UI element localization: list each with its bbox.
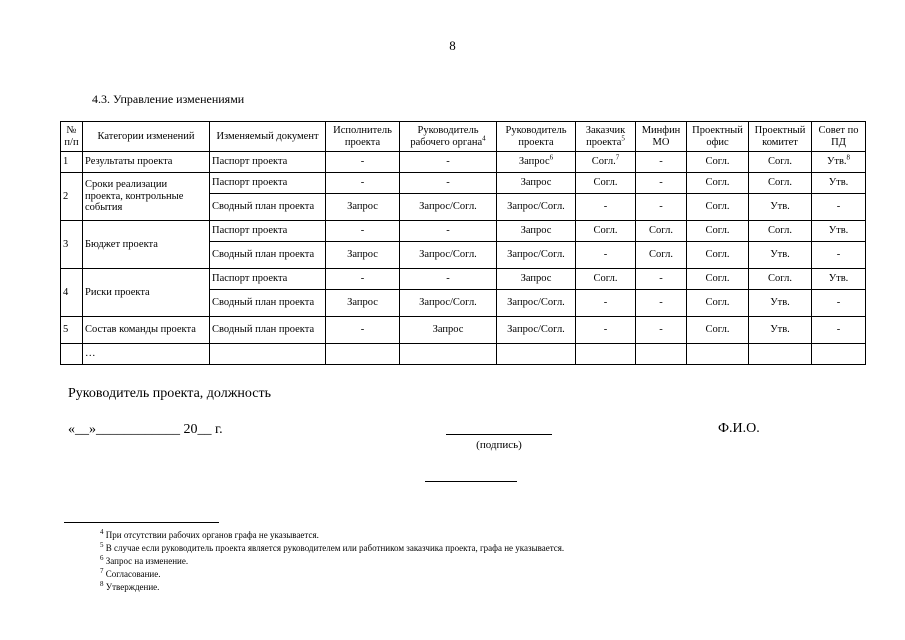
header-wg-head <box>400 122 497 152</box>
cell-council-value: Утв. <box>826 156 847 168</box>
cell-wg-head: Запрос/Согл. <box>400 242 497 269</box>
cell-minfin: - <box>636 152 687 173</box>
cell-council: Утв. <box>812 269 866 290</box>
cell-office <box>687 344 749 365</box>
page-number: 8 <box>449 38 456 53</box>
cell-committee: Согл. <box>749 152 812 173</box>
cell-minfin: - <box>636 194 687 221</box>
row-num: 4 <box>61 269 83 317</box>
signature-date: «__»____________ 20__ г. <box>68 422 223 437</box>
row-category: … <box>83 344 210 365</box>
row-document: Паспорт проекта <box>210 221 326 242</box>
cell-minfin: - <box>636 269 687 290</box>
cell-executor: - <box>326 269 400 290</box>
cell-minfin: Согл. <box>636 221 687 242</box>
signer-name: Ф.И.О. <box>718 421 760 436</box>
row-category: Бюджет проекта <box>83 221 210 269</box>
cell-wg-head: - <box>400 221 497 242</box>
cell-council: - <box>812 317 866 344</box>
cell-customer: Согл. <box>576 173 636 194</box>
footnote-ref: 7 <box>615 153 620 162</box>
cell-pm: Запрос/Согл. <box>497 194 576 221</box>
cell-council <box>812 344 866 365</box>
cell-office: Согл. <box>687 242 749 269</box>
cell-customer: - <box>576 194 636 221</box>
row-document <box>210 344 326 365</box>
cell-executor: Запрос <box>326 290 400 317</box>
footnote-number: 5 <box>100 541 104 549</box>
header-council: Совет по ПД <box>812 122 866 152</box>
cell-executor: Запрос <box>326 242 400 269</box>
cell-council: Утв. <box>812 221 866 242</box>
cell-wg-head: Запрос/Согл. <box>400 290 497 317</box>
cell-customer: - <box>576 242 636 269</box>
cell-customer: - <box>576 290 636 317</box>
cell-wg-head: Запрос <box>400 317 497 344</box>
cell-customer: Согл. <box>576 269 636 290</box>
header-executor: Исполнитель проекта <box>326 122 400 152</box>
footnote-ref: 8 <box>846 153 851 162</box>
row-category: Сроки реализации проекта, контрольные события <box>83 173 210 221</box>
row-category: Риски проекта <box>83 269 210 317</box>
changes-table <box>60 121 866 365</box>
cell-minfin <box>636 344 687 365</box>
row-document: Сводный план проекта <box>210 242 326 269</box>
cell-pm: Запрос/Согл. <box>497 290 576 317</box>
table-row <box>61 344 866 365</box>
cell-committee: Утв. <box>749 194 812 221</box>
cell-council <box>812 152 866 173</box>
cell-wg-head <box>400 344 497 365</box>
cell-office: Согл. <box>687 221 749 242</box>
row-num <box>61 344 83 365</box>
cell-executor: - <box>326 173 400 194</box>
row-document: Сводный план проекта <box>210 290 326 317</box>
cell-customer: - <box>576 317 636 344</box>
footnote-number: 8 <box>100 580 104 588</box>
footnote-text: Согласование. <box>105 569 161 579</box>
signature-caption: (подпись) <box>476 439 522 451</box>
cell-wg-head: - <box>400 269 497 290</box>
cell-council: - <box>812 242 866 269</box>
cell-council: - <box>812 290 866 317</box>
footnotes <box>100 529 564 594</box>
header-wg-head-label: Руководитель рабочего органа <box>410 125 483 148</box>
row-num: 3 <box>61 221 83 269</box>
cell-pm <box>497 344 576 365</box>
cell-committee: Согл. <box>749 221 812 242</box>
footnote-number: 6 <box>100 554 104 562</box>
footnote-divider <box>64 522 219 523</box>
cell-council: - <box>812 194 866 221</box>
footnote-text: Утверждение. <box>105 582 160 592</box>
row-num: 1 <box>61 152 83 173</box>
cell-customer <box>576 152 636 173</box>
cell-executor: - <box>326 152 400 173</box>
cell-office: Согл. <box>687 173 749 194</box>
cell-office: Согл. <box>687 269 749 290</box>
cell-wg-head: - <box>400 152 497 173</box>
row-document: Паспорт проекта <box>210 152 326 173</box>
cell-minfin: - <box>636 290 687 317</box>
cell-wg-head: - <box>400 173 497 194</box>
footnote-ref: 4 <box>482 134 486 142</box>
signature-line <box>446 434 552 435</box>
footnote <box>100 581 564 594</box>
cell-committee: Утв. <box>749 317 812 344</box>
footnote-ref: 5 <box>621 134 625 142</box>
cell-customer: Согл. <box>576 221 636 242</box>
footnote-text: В случае если руководитель проекта является руководителем или работником заказчика проекта, графа не указывается. <box>105 543 565 553</box>
cell-minfin: - <box>636 173 687 194</box>
cell-executor: - <box>326 221 400 242</box>
cell-committee: Утв. <box>749 242 812 269</box>
footnote-text: Запрос на изменение. <box>105 556 189 566</box>
cell-customer-value: Согл. <box>591 156 616 168</box>
cell-council: Утв. <box>812 173 866 194</box>
cell-pm: Запрос/Согл. <box>497 317 576 344</box>
footnote-text: При отсутствии рабочих органов графа не указывается. <box>105 530 319 540</box>
cell-office: Согл. <box>687 317 749 344</box>
cell-pm <box>497 152 576 173</box>
header-committee: Проектный комитет <box>749 122 812 152</box>
cell-minfin: - <box>636 317 687 344</box>
header-office: Проектный офис <box>687 122 749 152</box>
table-row <box>61 317 866 344</box>
cell-committee: Согл. <box>749 269 812 290</box>
cell-pm-value: Запрос <box>518 156 550 168</box>
row-category: Результаты проекта <box>83 152 210 173</box>
cell-committee: Согл. <box>749 173 812 194</box>
cell-pm: Запрос/Согл. <box>497 242 576 269</box>
footnote <box>100 529 564 542</box>
row-document: Паспорт проекта <box>210 173 326 194</box>
footnote <box>100 542 564 555</box>
header-minfin: Минфин МО <box>636 122 687 152</box>
footnote <box>100 555 564 568</box>
table-row <box>61 152 866 173</box>
cell-pm: Запрос <box>497 221 576 242</box>
table-row <box>61 173 866 194</box>
row-document: Паспорт проекта <box>210 269 326 290</box>
signer-role: Руководитель проекта, должность <box>68 386 271 401</box>
cell-customer <box>576 344 636 365</box>
table-row <box>61 269 866 290</box>
cell-minfin: Согл. <box>636 242 687 269</box>
cell-executor: Запрос <box>326 194 400 221</box>
footnote-number: 7 <box>100 567 104 575</box>
cell-office: Согл. <box>687 290 749 317</box>
cell-executor <box>326 344 400 365</box>
header-document: Изменяемый документ <box>210 122 326 152</box>
cell-wg-head: Запрос/Согл. <box>400 194 497 221</box>
cell-executor: - <box>326 317 400 344</box>
cell-committee: Утв. <box>749 290 812 317</box>
row-document: Сводный план проекта <box>210 317 326 344</box>
section-title: 4.3. Управление изменениями <box>92 92 245 106</box>
footnote <box>100 568 564 581</box>
cell-committee <box>749 344 812 365</box>
header-pm: Руководитель проекта <box>497 122 576 152</box>
cell-office: Согл. <box>687 194 749 221</box>
row-num: 2 <box>61 173 83 221</box>
row-category: Состав команды проекта <box>83 317 210 344</box>
divider <box>425 481 517 482</box>
header-category: Категории изменений <box>83 122 210 152</box>
footnote-number: 4 <box>100 528 104 536</box>
header-row <box>61 122 866 152</box>
footnote-ref: 6 <box>549 153 554 162</box>
header-customer <box>576 122 636 152</box>
row-num: 5 <box>61 317 83 344</box>
header-num: № п/п <box>61 122 83 152</box>
row-document: Сводный план проекта <box>210 194 326 221</box>
table-row <box>61 221 866 242</box>
header-customer-label: Заказчик проекта <box>585 125 626 148</box>
cell-pm: Запрос <box>497 269 576 290</box>
cell-pm: Запрос <box>497 173 576 194</box>
cell-office: Согл. <box>687 152 749 173</box>
